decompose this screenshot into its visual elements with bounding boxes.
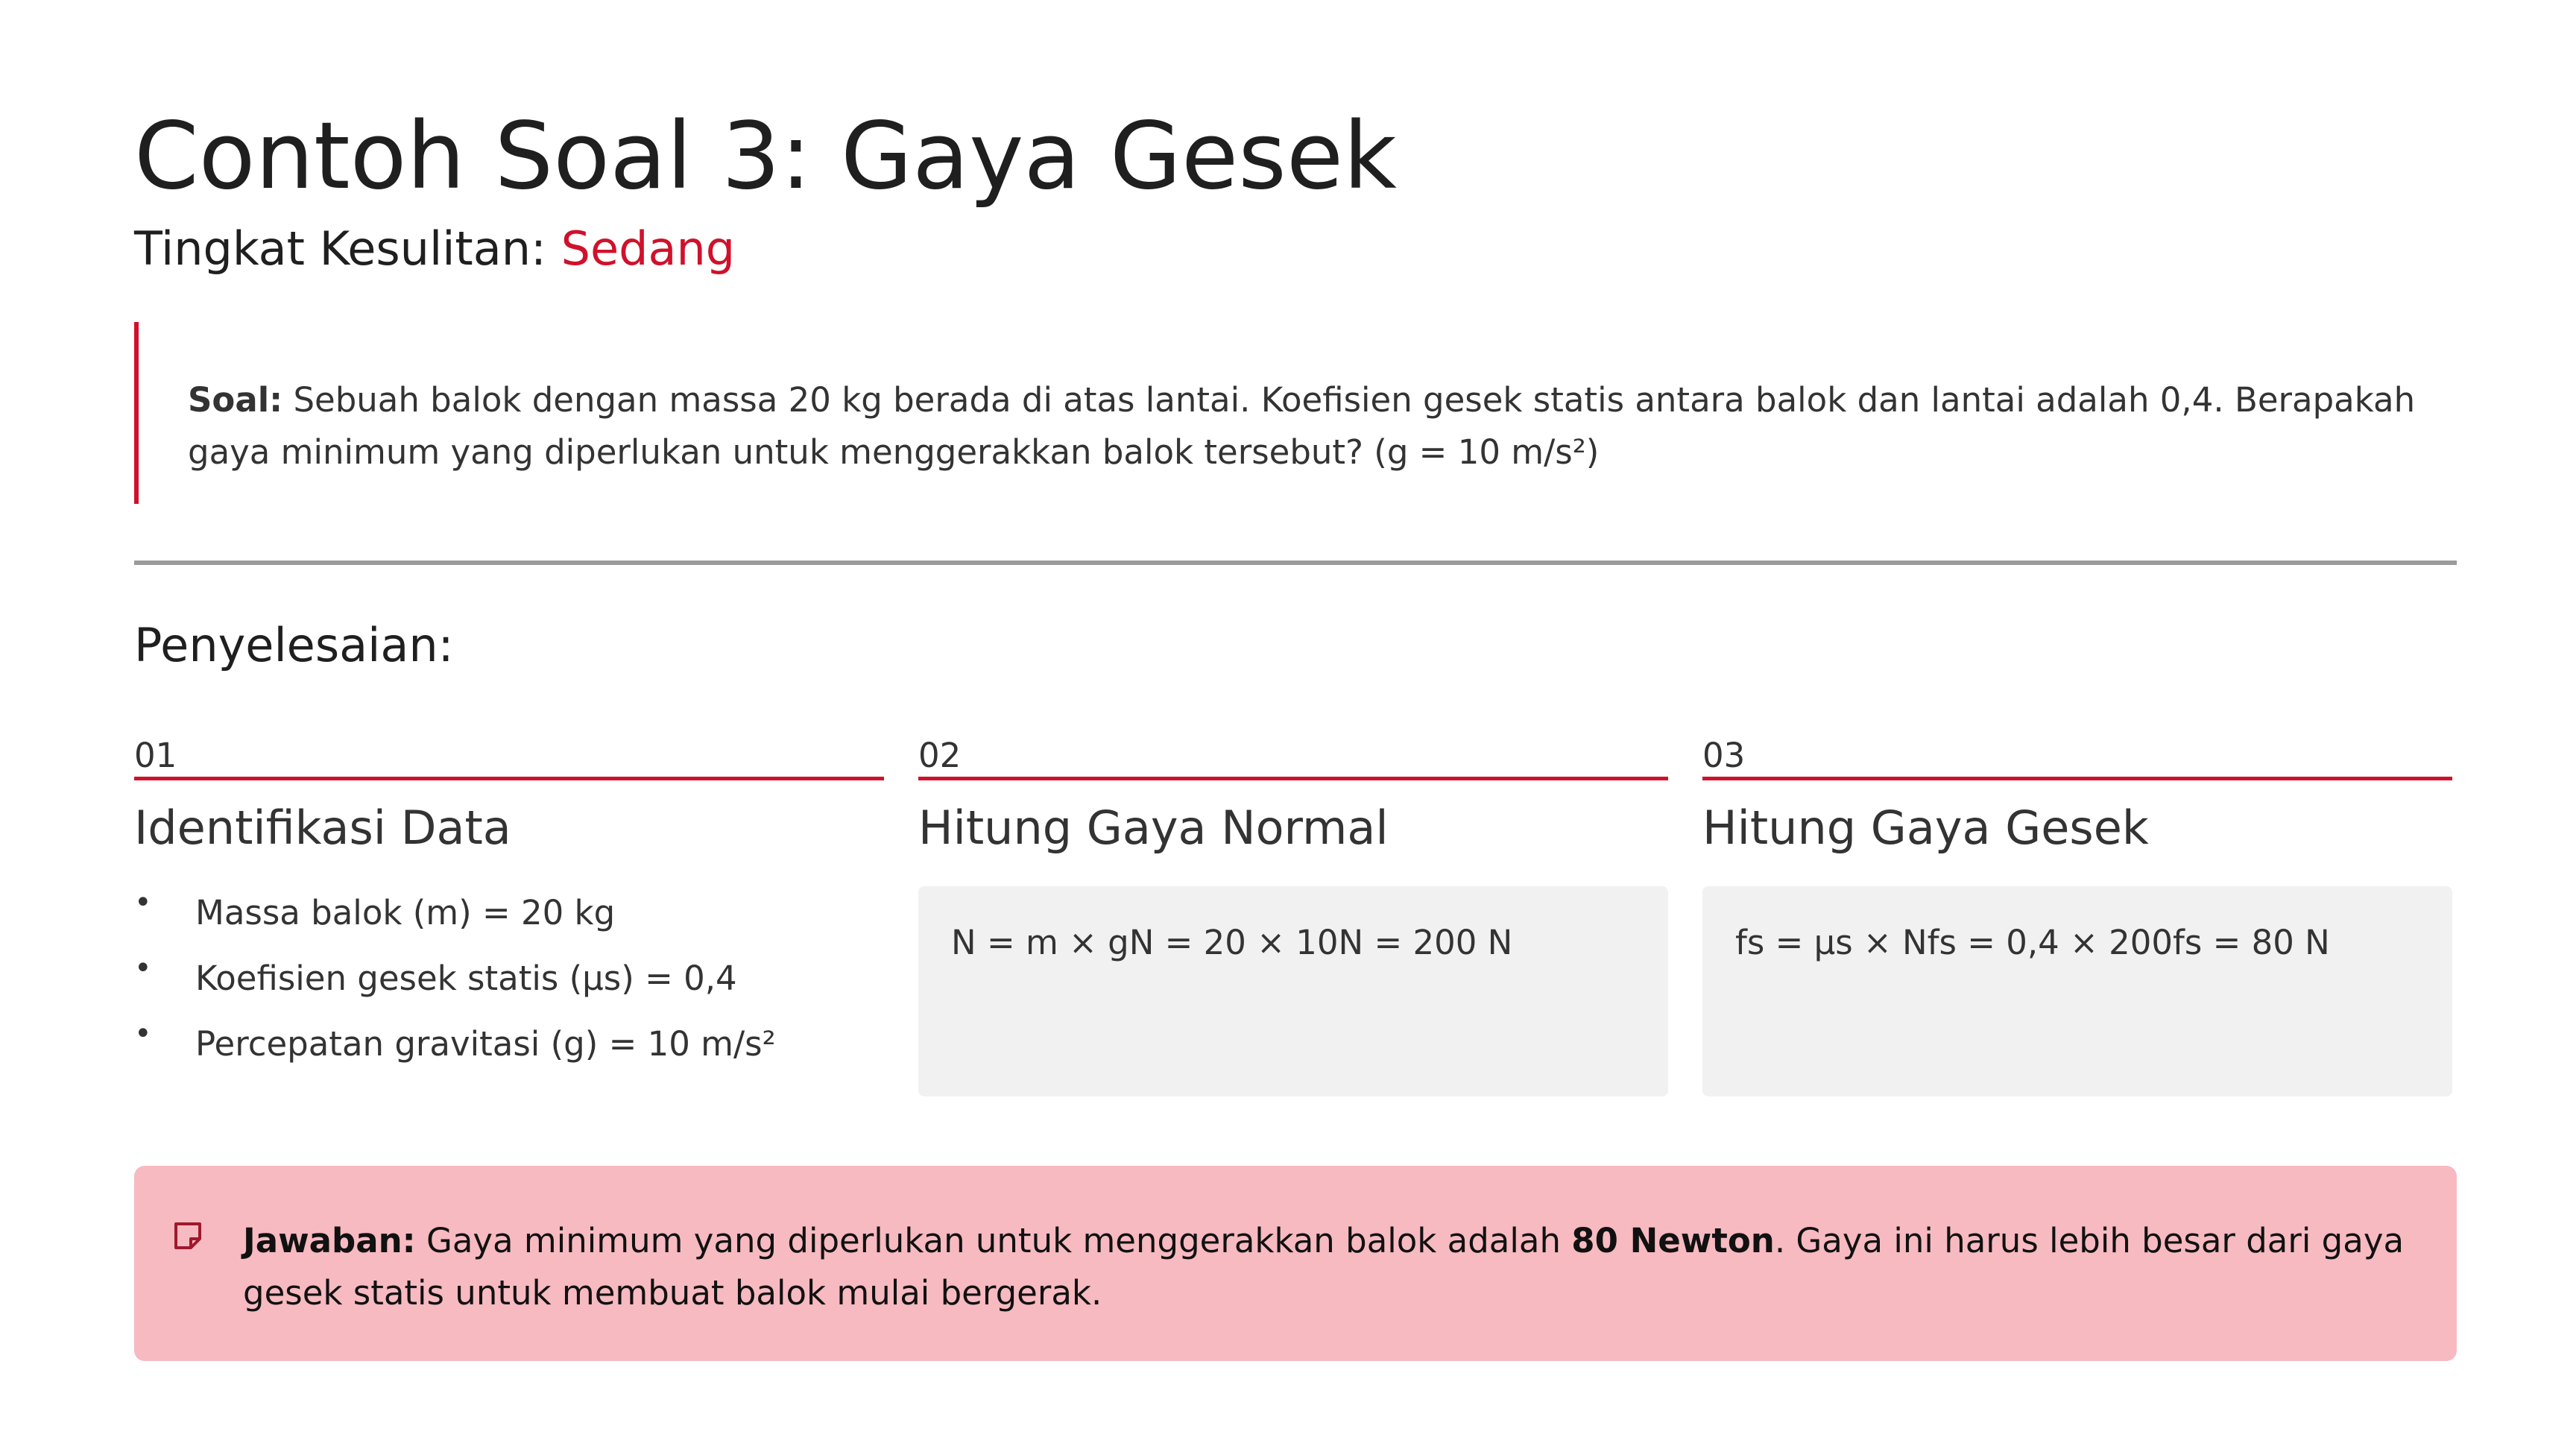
step-2 [918,735,1668,1096]
step-number: 03 [1702,735,2452,780]
question-label: Soal: [188,380,283,420]
step-number: 01 [134,735,884,780]
difficulty-level: Sedang [561,221,736,276]
list-item: • Koefisien gesek statis (μs) = 0,4 [134,946,884,1011]
answer-box [134,1166,2457,1361]
note-icon [171,1215,204,1248]
answer-text-end: . Gaya ini harus lebih besar dari gaya gesek statis untuk membuat balok mulai bergerak. [243,1221,2405,1313]
page-title: Contoh Soal 3: Gaya Gesek [134,103,1397,210]
solution-title: Penyelesaian: [134,618,454,672]
question-block [134,322,2452,504]
answer-label: Jawaban: [243,1221,416,1260]
step-heading: Hitung Gaya Gesek [1702,801,2149,855]
answer-highlight: 80 Newton [1571,1221,1775,1260]
formula-box [1702,886,2452,1096]
formula-text: N = m × gN = 20 × 10N = 200 N [951,923,1513,962]
formula-box [918,886,1668,1096]
answer-text: Gaya minimum yang diperlukan untuk menggerakkan balok adalah [415,1221,1572,1260]
step-number: 02 [918,735,1668,780]
step-heading: Identifikasi Data [134,801,511,855]
difficulty-label: Tingkat Kesulitan: [134,221,546,276]
formula-text: fs = μs × Nfs = 0,4 × 200fs = 80 N [1735,923,2330,962]
step-1 [134,735,884,1077]
question-text: Sebuah balok dengan massa 20 kg berada di atas lantai. Koefisien gesek statis antara balok dan lantai adalah 0,4. Berapakah gaya minimum yang diperlukan untuk menggerakkan balok tersebut? (g = 10 m/s²) [188,380,2416,472]
list-item: • Massa balok (m) = 20 kg [134,880,884,946]
list-item: • Percepatan gravitasi (g) = 10 m/s² [134,1011,884,1077]
difficulty-line [134,219,735,279]
step-3 [1702,735,2452,1096]
data-list [134,880,884,1077]
divider [134,561,2457,565]
step-heading: Hitung Gaya Normal [918,801,1389,855]
